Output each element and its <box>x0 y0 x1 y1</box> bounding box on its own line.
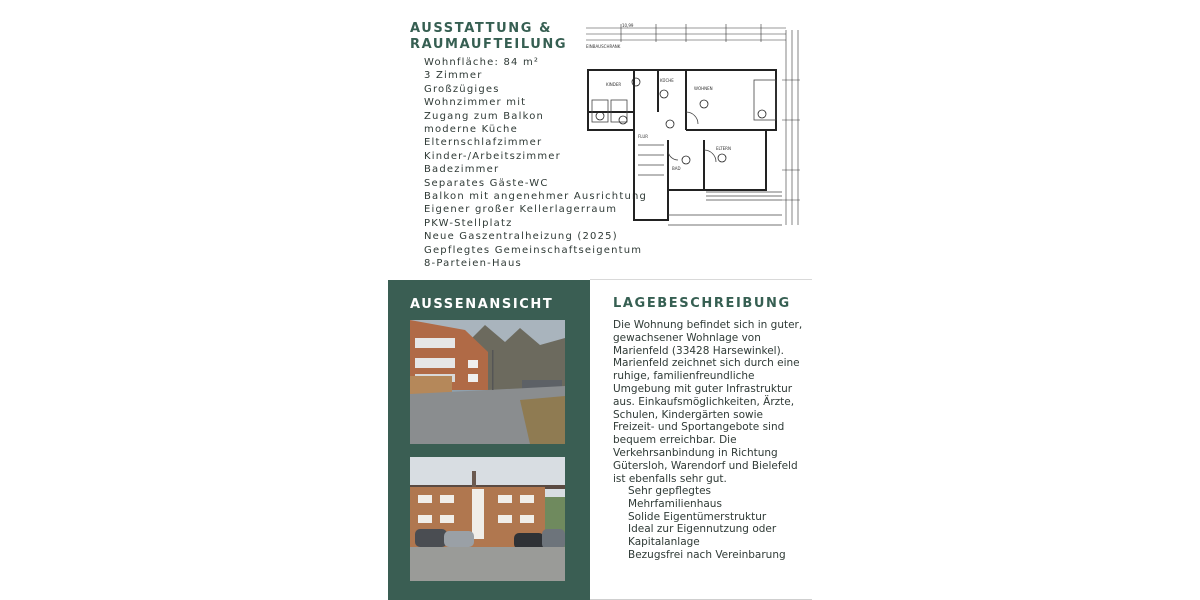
exterior-photo-1 <box>410 320 565 444</box>
feature-item: 8-Parteien-Haus <box>424 258 522 270</box>
feature-item: Wohnfläche: 84 m² <box>424 57 540 68</box>
lage-text: Die Wohnung befindet sich in guter, gewachsener Wohnlage von Marienfeld (33428 Harsewinkel). Marienfeld zeichnet sich durch eine ruhige, familienfreundliche Umgebung mit guter Infrastruktur aus. Einkaufsmöglichkeiten, Ärzte, Schulen, Kindergärten sowie Freizeit- und Sportangebote sind bequem erreichbar. Die Verkehrsanbindung in Richtung Gütersloh, Warendorf und Bielefeld ist ebenfalls sehr gut. <box>613 319 803 485</box>
expose-page <box>388 0 812 600</box>
feature-item: PKW-Stellplatz <box>424 217 513 229</box>
floorplan-wohnen-label: WOHNEN <box>694 86 713 91</box>
floorplan-kinder-label: KINDER <box>606 82 622 87</box>
floorplan-einbau-label: EINBAUSCHRANK <box>586 44 621 49</box>
feature-item: Separates Gäste-WC <box>424 177 549 189</box>
floorplan-dimension-label: 10,99 <box>622 23 634 28</box>
feature-item: Eigener großer Kellerlagerraum <box>424 204 618 216</box>
ausstattung-title: AUSSTATTUNG & RAUMAUFTEILUNG <box>410 21 568 52</box>
floorplan-kueche-label: KÜCHE <box>660 78 674 83</box>
floorplan-flur-label: FLUR <box>638 134 649 139</box>
floorplan-drawing <box>586 20 804 232</box>
lage-section <box>613 296 803 485</box>
highlight-item: Bezugsfrei nach Vereinbarung <box>628 548 786 561</box>
section-divider <box>590 279 812 280</box>
feature-item: moderne Küche <box>424 124 518 136</box>
aussenansicht-section <box>388 280 590 600</box>
floorplan-eltern-label: ELTERN <box>716 146 731 151</box>
floorplan-bad-label: BAD <box>672 166 681 171</box>
feature-item: Gepflegtes Gemeinschaftseigentum <box>424 244 643 256</box>
highlight-item: Sehr gepflegtes Mehrfamilienhaus <box>628 485 722 510</box>
aussenansicht-title: AUSSENANSICHT <box>410 297 554 312</box>
highlight-item: Ideal zur Eigennutzung oder Kapitalanlage <box>628 523 777 549</box>
feature-item: 3 Zimmer <box>424 70 483 82</box>
feature-item: Großzügiges Wohnzimmer mit Zugang zum Balkon <box>424 83 545 122</box>
lage-title: LAGEBESCHREIBUNG <box>613 296 791 311</box>
feature-item: Badezimmer <box>424 164 500 176</box>
exterior-photo-2 <box>410 457 565 581</box>
feature-item: Elternschlafzimmer <box>424 137 543 149</box>
highlights-list <box>628 485 806 562</box>
highlight-item: Solide Eigentümerstruktur <box>628 510 767 523</box>
feature-item: Balkon mit angenehmer Ausrichtung <box>424 191 648 203</box>
feature-item: Neue Gaszentralheizung (2025) <box>424 231 618 243</box>
ausstattung-section <box>388 0 812 279</box>
feature-item: Kinder-/Arbeitszimmer <box>424 150 561 162</box>
